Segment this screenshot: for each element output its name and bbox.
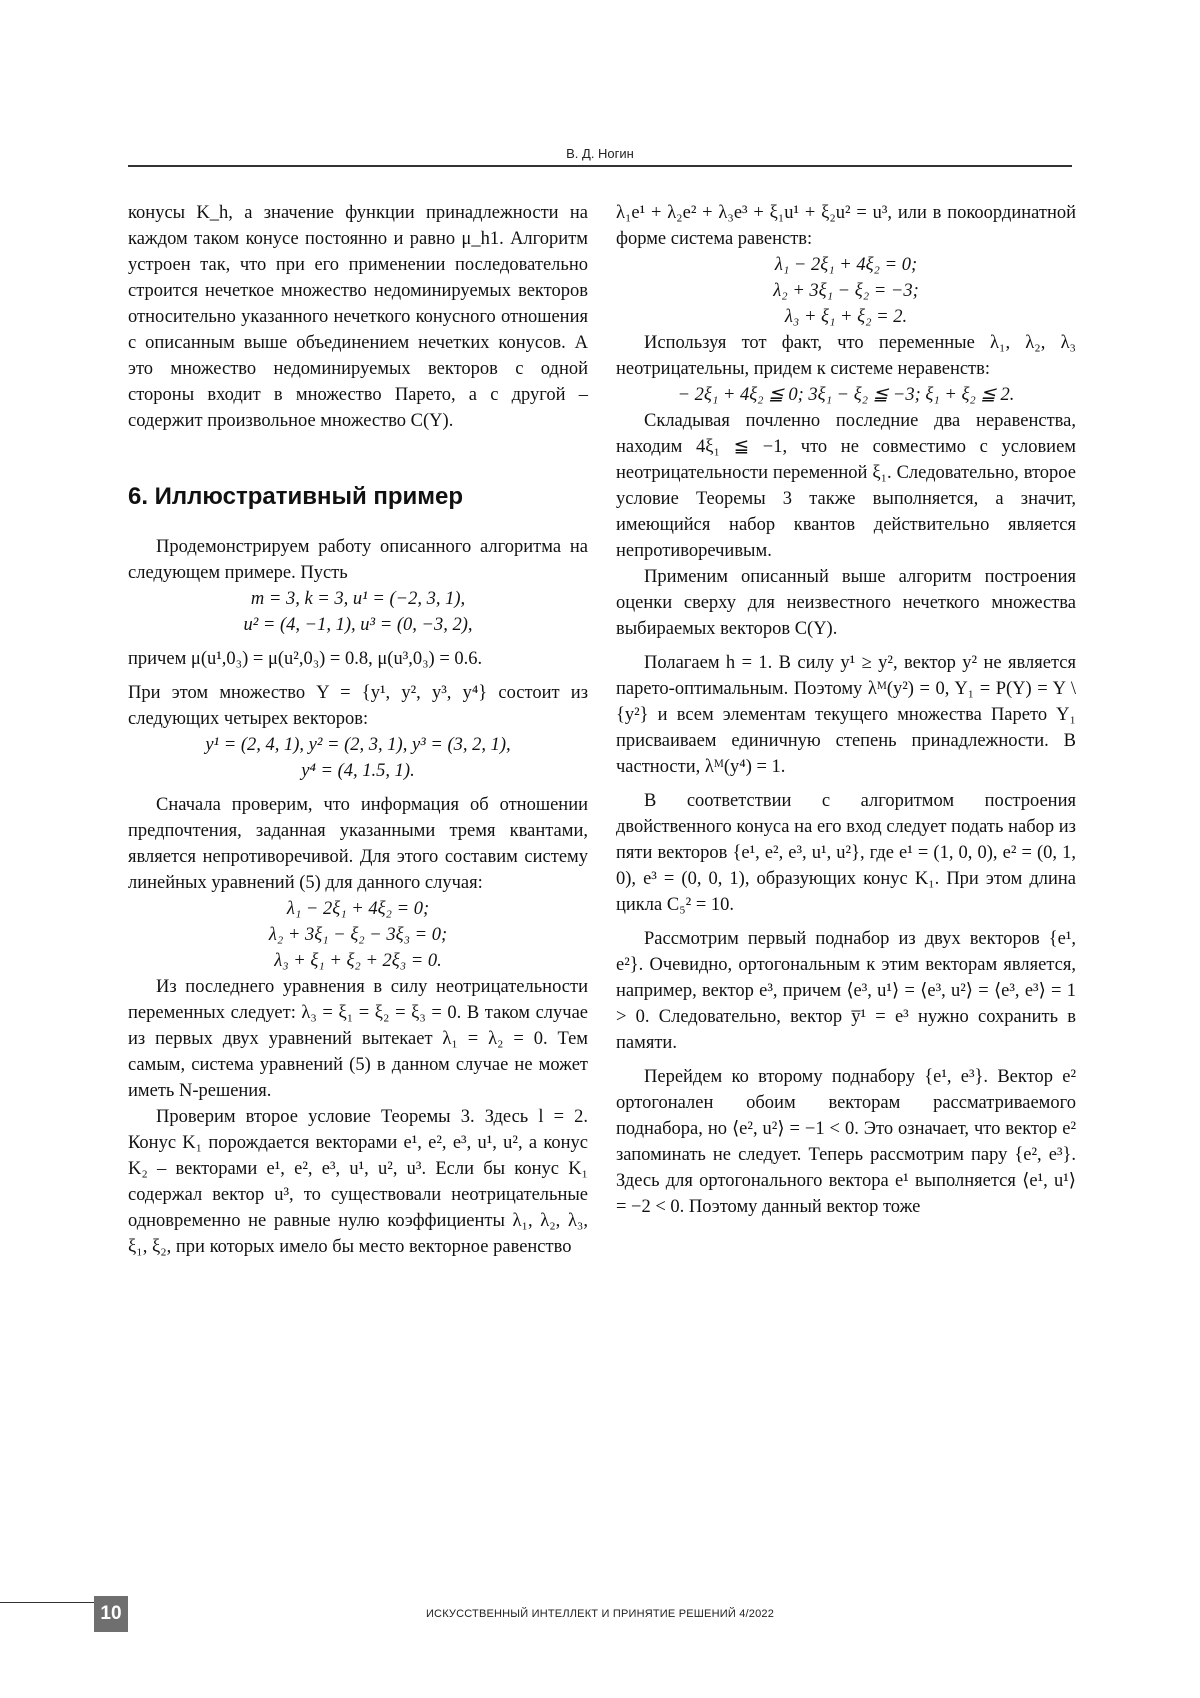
equation: − 2ξ₁ + 4ξ₂ ≦ 0; 3ξ₁ − ξ₂ ≦ −3; ξ₁ + ξ₂ ≦ 2. <box>677 385 1015 405</box>
equation: λ₁ − 2ξ₁ + 4ξ₂ = 0; <box>286 899 430 919</box>
section-title: 6. Иллюстративный пример <box>128 483 464 510</box>
equation: λ₂ + 3ξ₁ − ξ₂ − 3ξ₃ = 0; <box>268 925 448 945</box>
running-head-author: В. Д. Ногин <box>566 146 634 161</box>
equation: λ₃ + ξ₁ + ξ₂ + 2ξ₃ = 0. <box>274 951 442 971</box>
equation: λ₂ + 3ξ₁ − ξ₂ = −3; <box>773 281 919 301</box>
paragraph: Применим описанный выше алгоритм построения оценки сверху для неизвестного нечеткого множества выбираемых векторов C(Y). <box>616 567 1076 639</box>
left-column <box>128 200 588 1260</box>
equation: λ₁ − 2ξ₁ + 4ξ₂ = 0; <box>774 255 918 275</box>
paragraph: конусы K_h, а значение функции принадлежности на каждом таком конусе постоянно и равно μ_h1. Алгоритм устроен так, что при его применении последовательно строится нечеткое множество недоминируемых векторов относительно указанного нечеткого конусного отношения с описанным выше объединением нечетких конусов. А это множество недоминируемых векторов с одной стороны входит в множество Парето, а с другой – содержит произвольное множество C(Y). <box>128 203 588 431</box>
header-rule <box>128 165 1072 167</box>
equation: y¹ = (2, 4, 1), y² = (2, 3, 1), y³ = (3, 2, 1), <box>205 735 511 755</box>
paragraph: При этом множество Y = {y¹, y², y³, y⁴} состоит из следующих четырех векторов: <box>128 683 588 729</box>
footer-rule <box>0 1602 96 1603</box>
paragraph: Сначала проверим, что информация об отношении предпочтения, заданная указанными тремя квантами, является непротиворечивой. Для этого составим систему линейных уравнений (5) для данного случая: <box>128 795 588 893</box>
paragraph: Используя тот факт, что переменные λ₁, λ₂, λ₃ неотрицательны, придем к системе неравенств: <box>616 333 1076 379</box>
paragraph: Перейдем ко второму поднабору {e¹, e³}. Вектор e² ортогонален обоим векторам рассматриваемого поднабора, но ⟨e², u²⟩ = −1 < 0. Это означает, что вектор e² запоминать не следует. Теперь рассмотрим пару {e², e³}. Здесь для ортогонального вектора e¹ выполняется ⟨e¹, u¹⟩ = −2 < 0. Поэтому данный вектор тоже <box>616 1067 1076 1217</box>
equation: u² = (4, −1, 1), u³ = (0, −3, 2), <box>243 615 473 635</box>
page-number: 10 <box>94 1596 128 1632</box>
paragraph: Из последнего уравнения в силу неотрицательности переменных следует: λ₃ = ξ₁ = ξ₂ = ξ₃ = 0. В таком случае из первых двух уравнений вытекает λ₁ = λ₂ = 0. Тем самым, система уравнений (5) в данном случае не может иметь N-решения. <box>128 977 588 1101</box>
equation: λ₃ + ξ₁ + ξ₂ = 2. <box>784 307 908 327</box>
paragraph: Рассмотрим первый поднабор из двух векторов {e¹, e²}. Очевидно, ортогональным к этим векторам является, например, вектор e³, причем ⟨e³, u¹⟩ = ⟨e³, u²⟩ = ⟨e³, e³⟩ = 1 > 0. Следовательно, вектор y̅¹ = e³ нужно сохранить в памяти. <box>616 929 1076 1053</box>
paragraph: Продемонстрируем работу описанного алгоритма на следующем примере. Пусть <box>128 537 588 583</box>
equation: m = 3, k = 3, u¹ = (−2, 3, 1), <box>250 589 466 609</box>
paragraph: причем μ(u¹,0₃) = μ(u²,0₃) = 0.8, μ(u³,0₃) = 0.6. <box>128 649 483 669</box>
paragraph: λ₁e¹ + λ₂e² + λ₃e³ + ξ₁u¹ + ξ₂u² = u³, или в покоординатной форме система равенств: <box>616 203 1076 249</box>
journal-footer: ИСКУССТВЕННЫЙ ИНТЕЛЛЕКТ И ПРИНЯТИЕ РЕШЕНИЙ 4/2022 <box>425 1608 775 1620</box>
paragraph: Полагаем h = 1. В силу y¹ ≥ y², вектор y² не является парето-оптимальным. Поэтому λᴹ(y²) = 0, Y₁ = P(Y) = Y \ {y²} и всем элементам текущего множества Парето Y₁ присваиваем единичную степень принадлежности. В частности, λᴹ(y⁴) = 1. <box>616 653 1076 777</box>
paragraph: Проверим второе условие Теоремы 3. Здесь l = 2. Конус K₁ порождается векторами e¹, e², e³, u¹, u², а конус K₂ – векторами e¹, e², e³, u¹, u², u³. Если бы конус K₁ содержал вектор u³, то существовали неотрицательные одновременно не равные нулю коэффициенты λ₁, λ₂, λ₃, ξ₁, ξ₂, при которых имело бы место векторное равенство <box>128 1107 588 1257</box>
paragraph: Складывая почленно последние два неравенства, находим 4ξ₁ ≦ −1, что не совместимо с условием неотрицательности переменной ξ₁. Следовательно, второе условие Теоремы 3 также выполняется, а значит, имеющийся набор квантов действительно является непротиворечивым. <box>616 411 1076 561</box>
right-column <box>616 200 1076 1220</box>
paragraph: В соответствии с алгоритмом построения двойственного конуса на его вход следует подать набор из пяти векторов {e¹, e², e³, u¹, u²}, где e¹ = (1, 0, 0), e² = (0, 1, 0), e³ = (0, 0, 1), образующих конус K₁. При этом длина цикла C₅² = 10. <box>616 791 1076 915</box>
equation: y⁴ = (4, 1.5, 1). <box>301 761 415 781</box>
